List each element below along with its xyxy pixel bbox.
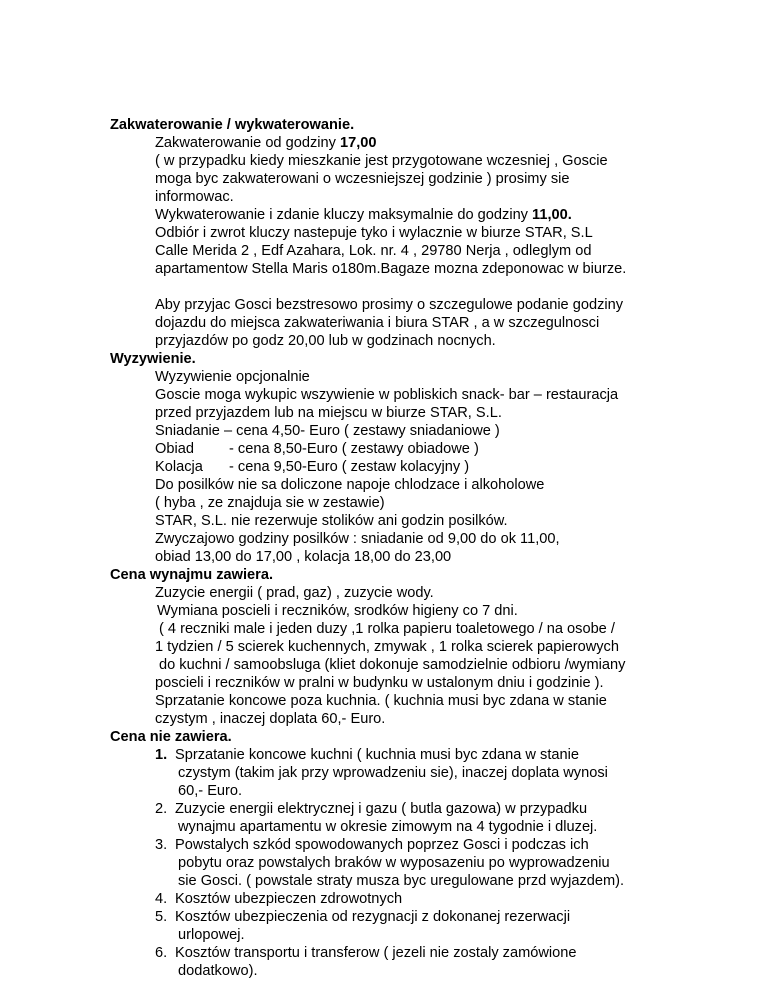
list-item-line: Kosztów ubezpieczenia od rezygnacji z dokonanej rezerwacji	[175, 909, 571, 925]
text-line: informowac.	[155, 189, 234, 205]
check-out-text: Wykwaterowanie i zdanie kluczy maksymalnie do godziny	[155, 207, 533, 223]
heading-meals: Wyzywienie.	[110, 351, 196, 367]
list-item-line: Kosztów ubezpieczen zdrowotnych	[175, 891, 403, 907]
list-item-line: sie Gosci. ( powstale straty musza byc uregulowane przd wyjazdem).	[178, 873, 625, 889]
check-in-time: 17,00	[339, 135, 377, 151]
check-out-time: 11,00.	[532, 207, 572, 223]
list-item-line: wynajmu apartamentu w okresie zimowym na 4 tygodnie i dluzej.	[178, 819, 598, 835]
text-line: przyjazdów po godz 20,00 lub w godzinach nocnych.	[155, 333, 496, 349]
text-line: Goscie moga wykupic wszywienie w pobliskich snack- bar – restauracja	[155, 387, 619, 403]
heading-check-in-out: Zakwaterowanie / wykwaterowanie.	[110, 117, 355, 133]
text-line: apartamentow Stella Maris o180m.Bagaze mozna zdeponowac w biurze.	[155, 261, 627, 277]
text-line: Zuzycie energii ( prad, gaz) , zuzycie wody.	[155, 585, 434, 601]
text-line: Wyzywienie opcjonalnie	[155, 369, 310, 385]
text-line: Odbiór i zwrot kluczy nastepuje tyko i wylacznie w biurze STAR, S.L	[155, 225, 593, 241]
list-item-line: dodatkowo).	[178, 963, 258, 979]
lunch-label: Obiad	[155, 441, 194, 457]
text-line: czystym , inaczej doplata 60,- Euro.	[155, 711, 386, 727]
lunch-price: - cena 8,50-Euro ( zestawy obiadowe )	[229, 441, 479, 457]
list-number: 1.	[155, 747, 168, 763]
text-line: poscieli i reczników w pralni w budynku w ustalonym dniu i godzinie ).	[155, 675, 604, 691]
dinner-price: - cena 9,50-Euro ( zestaw kolacyjny )	[229, 459, 470, 475]
text-line: 1 tydzien / 5 scierek kuchennych, zmywak , 1 rolka scierek papierowych	[155, 639, 619, 655]
text-line: ( w przypadku kiedy mieszkanie jest przygotowane wczesniej , Goscie	[155, 153, 608, 169]
text-line: Do posilków nie sa doliczone napoje chlodzace i alkoholowe	[155, 477, 545, 493]
list-item-line: pobytu oraz powstalych braków w wyposazeniu po wyprowadzeniu	[178, 855, 610, 871]
text-line: Aby przyjac Gosci bezstresowo prosimy o szczegulowe podanie godziny	[155, 297, 624, 313]
list-item-line: urlopowej.	[178, 927, 245, 943]
text-line: Wymiana poscieli i reczników, srodków higieny co 7 dni.	[157, 603, 518, 619]
list-number: 5.	[155, 909, 168, 925]
text-line: do kuchni / samoobsluga (kliet dokonuje samodzielnie odbioru /wymiany	[159, 657, 626, 673]
list-number: 6.	[155, 945, 168, 961]
dinner-label: Kolacja	[155, 459, 203, 475]
lunch-price-line	[155, 440, 479, 458]
list-item-line: Sprzatanie koncowe kuchni ( kuchnia musi byc zdana w stanie	[175, 747, 579, 763]
text-line: dojazdu do miejsca zakwateriwania i biura STAR , a w szczegulnosci	[155, 315, 600, 331]
list-item-line: Zuzycie energii elektrycznej i gazu ( butla gazowa) w przypadku	[175, 801, 588, 817]
check-in-time-line	[155, 134, 377, 152]
text-line: STAR, S.L. nie rezerwuje stolików ani godzin posilków.	[155, 513, 508, 529]
text-line: moga byc zakwaterowani o wczesniejszej godzinie ) prosimy sie	[155, 171, 570, 187]
text-line: ( hyba , ze znajduja sie w zestawie)	[155, 495, 385, 511]
check-out-time-line	[155, 206, 572, 224]
text-line: Calle Merida 2 , Edf Azahara, Lok. nr. 4 , 29780 Nerja , odleglym od	[155, 243, 592, 259]
heading-price-includes: Cena wynajmu zawiera.	[110, 567, 274, 583]
list-item-line: Powstalych szkód spowodowanych poprzez Gosci i podczas ich	[175, 837, 589, 853]
list-number: 3.	[155, 837, 168, 853]
heading-price-excludes: Cena nie zawiera.	[110, 729, 232, 745]
text-line: Sprzatanie koncowe poza kuchnia. ( kuchnia musi byc zdana w stanie	[155, 693, 607, 709]
list-item-line: czystym (takim jak przy wprowadzeniu sie), inaczej doplata wynosi	[178, 765, 608, 781]
breakfast-price-line: Sniadanie – cena 4,50- Euro ( zestawy sniadaniowe )	[155, 423, 500, 439]
list-item-line: Kosztów transportu i transferow ( jezeli nie zostaly zamówione	[175, 945, 577, 961]
list-number: 2.	[155, 801, 168, 817]
list-item-line: 60,- Euro.	[178, 783, 243, 799]
text-line: Zwyczajowo godziny posilków : sniadanie od 9,00 do ok 11,00,	[155, 531, 560, 547]
text-line: ( 4 reczniki male i jeden duzy ,1 rolka papieru toaletowego / na osobe /	[159, 621, 615, 637]
check-in-text: Zakwaterowanie od godziny	[155, 135, 340, 151]
list-number: 4.	[155, 891, 168, 907]
text-line: obiad 13,00 do 17,00 , kolacja 18,00 do 23,00	[155, 549, 452, 565]
dinner-price-line	[155, 458, 469, 476]
text-line: przed przyjazdem lub na miejscu w biurze STAR, S.L.	[155, 405, 502, 421]
